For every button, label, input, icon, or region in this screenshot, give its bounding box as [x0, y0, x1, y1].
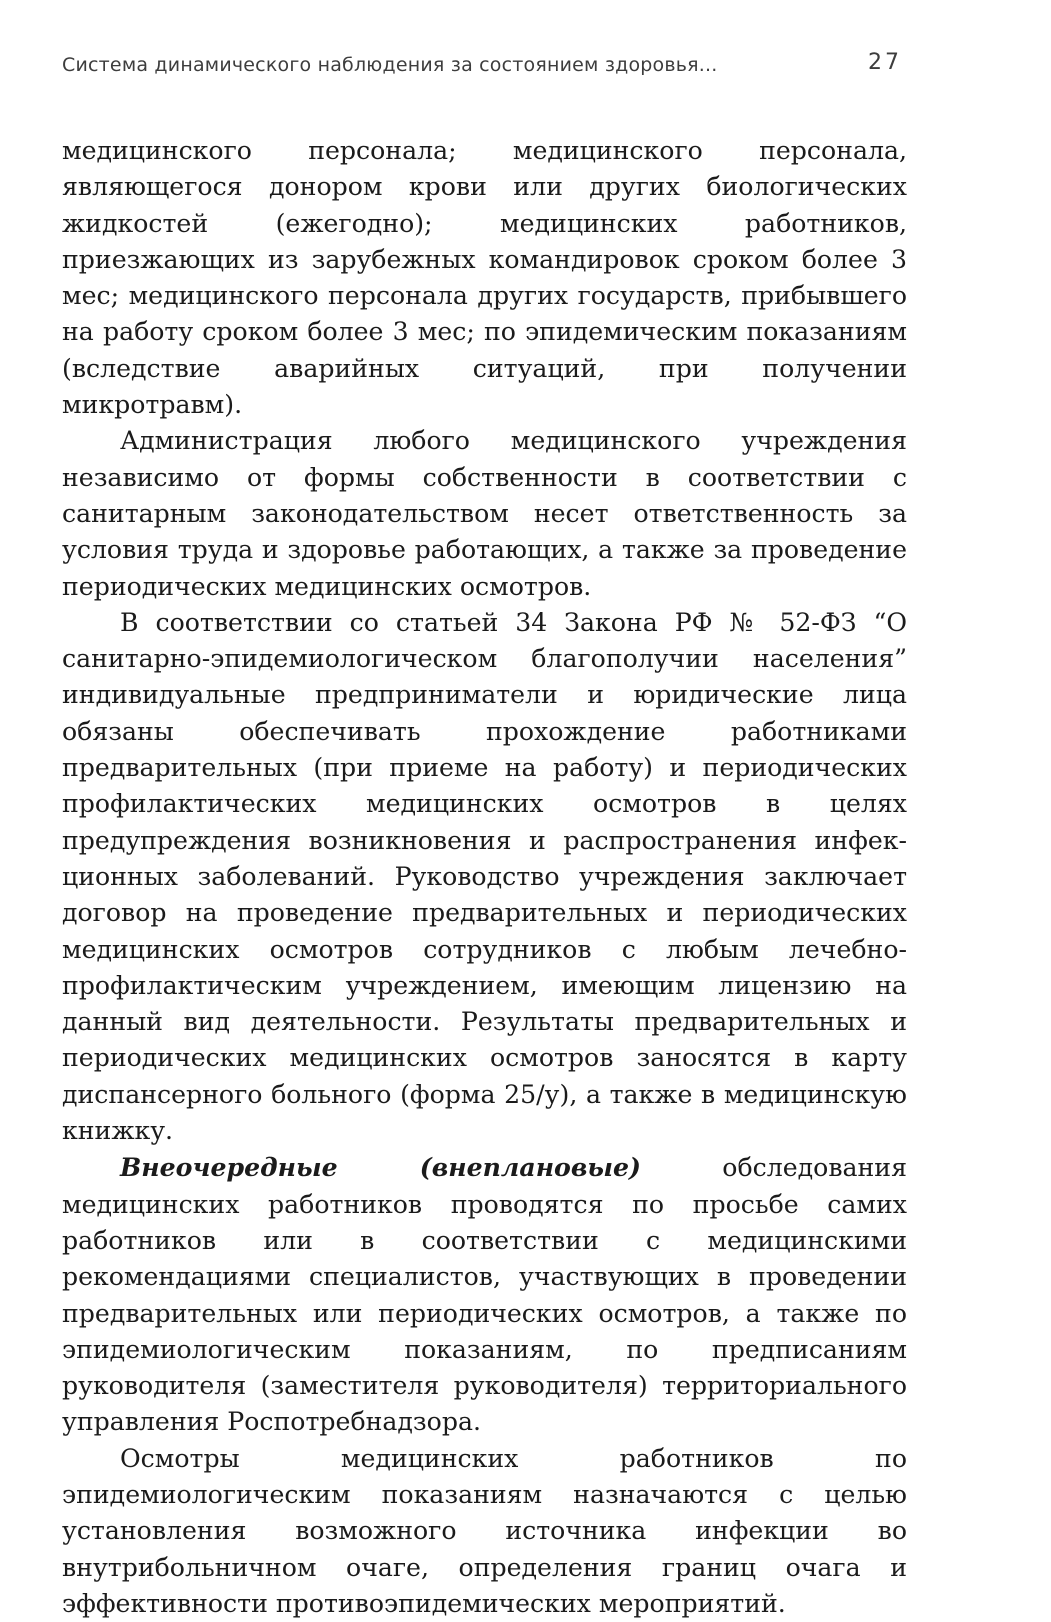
- body-text: [62, 133, 907, 1622]
- paragraph-law-article: В соответствии со статьей 34 Закона РФ № 52-ФЗ “О санитарно-эпидемиологическом благополучии населения” индивидуальные предприниматели и юридические лица обязаны обеспечивать прохождение работниками предварительных (при приеме на работу) и периодических профилактических медицинских осмотров в целях предупреждения возникновения и распространения инфекционных заболеваний. Руководство учреждения заключает договор на проведение предварительных и периодических медицинских осмотров сотрудников с любым лечебно-профилактическим учреждением, имеющим лицензию на данный вид деятельности. Результаты предварительных и периодических медицинских осмотров заносятся в карту диспансерного больного (форма 25/у), а также в медицинскую книжку.: [62, 607, 907, 1146]
- paragraph-epidemiological-exams: Осмотры медицинских работников по эпидемиологическим показаниям назначаются с целью установления возможного источника инфекции во внутрибольничном очаге, определения границ очага и эффективности противоэпидемических мероприятий.: [62, 1443, 907, 1618]
- emphasis-term: Внеочередные (внеплановые): [120, 1152, 641, 1183]
- paragraph-unscheduled-exams-text: обследования медицинских работников проводятся по просьбе самих работников или в соответствии с медицинскими рекомендациями специалистов, участвующих в проведении предварительных или периодических осмотров, а также по эпидемиологическим показаниям, по предписаниям руководителя (заместителя руководителя) территориального управления Роспотребнадзора.: [62, 1153, 907, 1437]
- paragraph-continued: медицинского персонала; медицинского персонала, являющегося донором крови или других биологических жидкостей (ежегодно); медицинских работников, приезжающих из зарубежных командировок сроком более 3 мес; медицинского персонала других государств, прибывшего на работу сроком более 3 мес; по эпидемическим показаниям (вследствие аварийных ситуаций, при получении микротравм).: [62, 136, 907, 420]
- running-title: Система динамического наблюдения за состоянием здоровья...: [62, 54, 718, 76]
- paragraph-unscheduled-exams: [62, 1149, 907, 1440]
- running-header: [62, 46, 902, 86]
- paragraph-administration: Администрация любого медицинского учреждения независимо от формы собственности в соответствии с санитарным законодательством несет ответственность за условия труда и здоровье работающих, а также за проведение периодических медицинских осмотров.: [62, 426, 907, 601]
- page-number: 27: [868, 50, 902, 75]
